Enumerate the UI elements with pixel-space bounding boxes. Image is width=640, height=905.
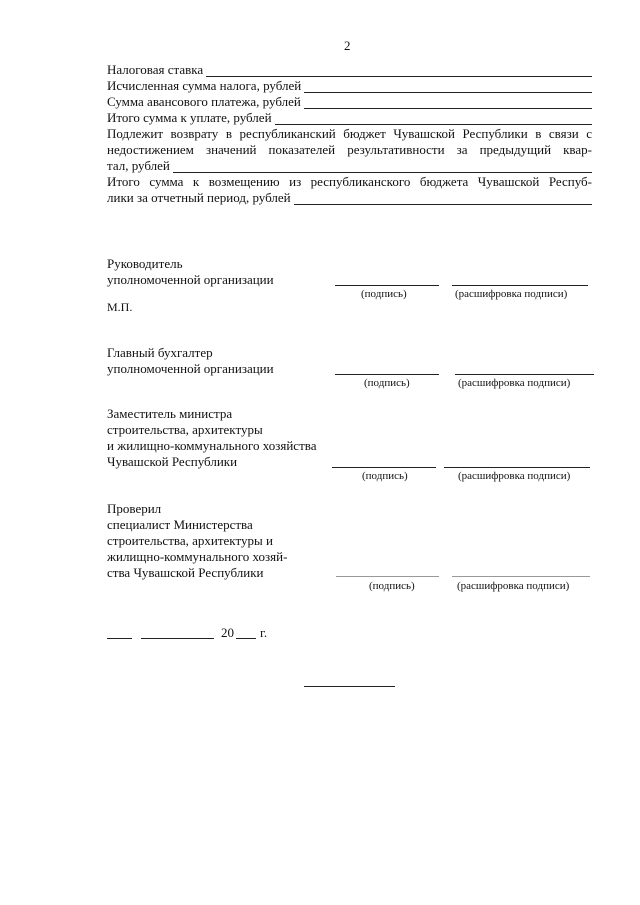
- deputy-title-line3: и жилищно-коммунального хозяйства: [107, 438, 317, 453]
- advance-payment-field: [107, 94, 592, 109]
- head-decoding-caption: (расшифровка подписи): [455, 288, 568, 300]
- advance-payment-label: Сумма авансового платежа, рублей: [107, 94, 301, 109]
- reimbursement-text-line2: лики за отчетный период, рублей: [107, 190, 291, 205]
- head-title-line1: Руководитель: [107, 256, 183, 271]
- deputy-signature-line[interactable]: [332, 467, 436, 468]
- reimbursement-text-line1: Итого сумма к возмещению из республиканского бюджета Чувашской Респуб-: [107, 174, 592, 189]
- closing-separator: [304, 686, 395, 687]
- page-number: 2: [344, 38, 351, 53]
- checker-title-line2: специалист Министерства: [107, 517, 253, 532]
- tax-rate-label: Налоговая ставка: [107, 62, 204, 77]
- date-year-suffix: г.: [260, 625, 268, 640]
- refund-text-line2: недостижением значений показателей результативности за предыдущий квар-: [107, 142, 592, 157]
- refund-field: [107, 158, 592, 173]
- head-title-line2: уполномоченной организации: [107, 272, 274, 287]
- accountant-title-line1: Главный бухгалтер: [107, 345, 213, 360]
- deputy-decoding-caption: (расшифровка подписи): [458, 470, 571, 482]
- checker-decoding-caption: (расшифровка подписи): [457, 580, 570, 592]
- deputy-title-line4: Чувашской Республики: [107, 454, 238, 469]
- deputy-decoding-line[interactable]: [444, 467, 590, 468]
- accountant-decoding-caption: (расшифровка подписи): [458, 377, 571, 389]
- reimbursement-blank[interactable]: [294, 192, 592, 205]
- tax-rate-field: [107, 62, 592, 77]
- total-payable-blank[interactable]: [275, 112, 592, 125]
- refund-blank[interactable]: [173, 160, 592, 173]
- seal-mark: М.П.: [107, 300, 133, 314]
- date-day-blank[interactable]: [107, 638, 132, 639]
- date-year-prefix: 20: [221, 625, 234, 640]
- total-payable-label: Итого сумма к уплате, рублей: [107, 110, 272, 125]
- reimbursement-field: [107, 190, 592, 205]
- calculated-tax-blank[interactable]: [304, 80, 592, 93]
- head-decoding-line[interactable]: [452, 285, 588, 286]
- checker-signature-line[interactable]: [336, 576, 439, 577]
- refund-text-line1: Подлежит возврату в республиканский бюджет Чувашской Республики в связи с: [107, 126, 592, 141]
- checker-title-line1: Проверил: [107, 501, 162, 516]
- checker-title-line4: жилищно-коммунального хозяй-: [107, 549, 288, 564]
- checker-decoding-line[interactable]: [452, 576, 590, 577]
- date-month-blank[interactable]: [141, 638, 214, 639]
- tax-rate-blank[interactable]: [206, 64, 592, 77]
- accountant-title-line2: уполномоченной организации: [107, 361, 274, 376]
- accountant-signature-caption: (подпись): [364, 377, 410, 389]
- deputy-title-line1: Заместитель министра: [107, 406, 233, 421]
- head-signature-line[interactable]: [335, 285, 439, 286]
- date-year-blank[interactable]: [236, 638, 256, 639]
- total-payable-field: [107, 110, 592, 125]
- accountant-signature-line[interactable]: [335, 374, 439, 375]
- refund-text-line3: тал, рублей: [107, 158, 170, 173]
- checker-title-line3: строительства, архитектуры и: [107, 533, 273, 548]
- accountant-decoding-line[interactable]: [455, 374, 594, 375]
- head-signature-caption: (подпись): [361, 288, 407, 300]
- deputy-title-line2: строительства, архитектуры: [107, 422, 263, 437]
- calculated-tax-field: [107, 78, 592, 93]
- deputy-signature-caption: (подпись): [362, 470, 408, 482]
- calculated-tax-label: Исчисленная сумма налога, рублей: [107, 78, 302, 93]
- checker-signature-caption: (подпись): [369, 580, 415, 592]
- advance-payment-blank[interactable]: [304, 96, 592, 109]
- checker-title-line5: ства Чувашской Республики: [107, 565, 264, 580]
